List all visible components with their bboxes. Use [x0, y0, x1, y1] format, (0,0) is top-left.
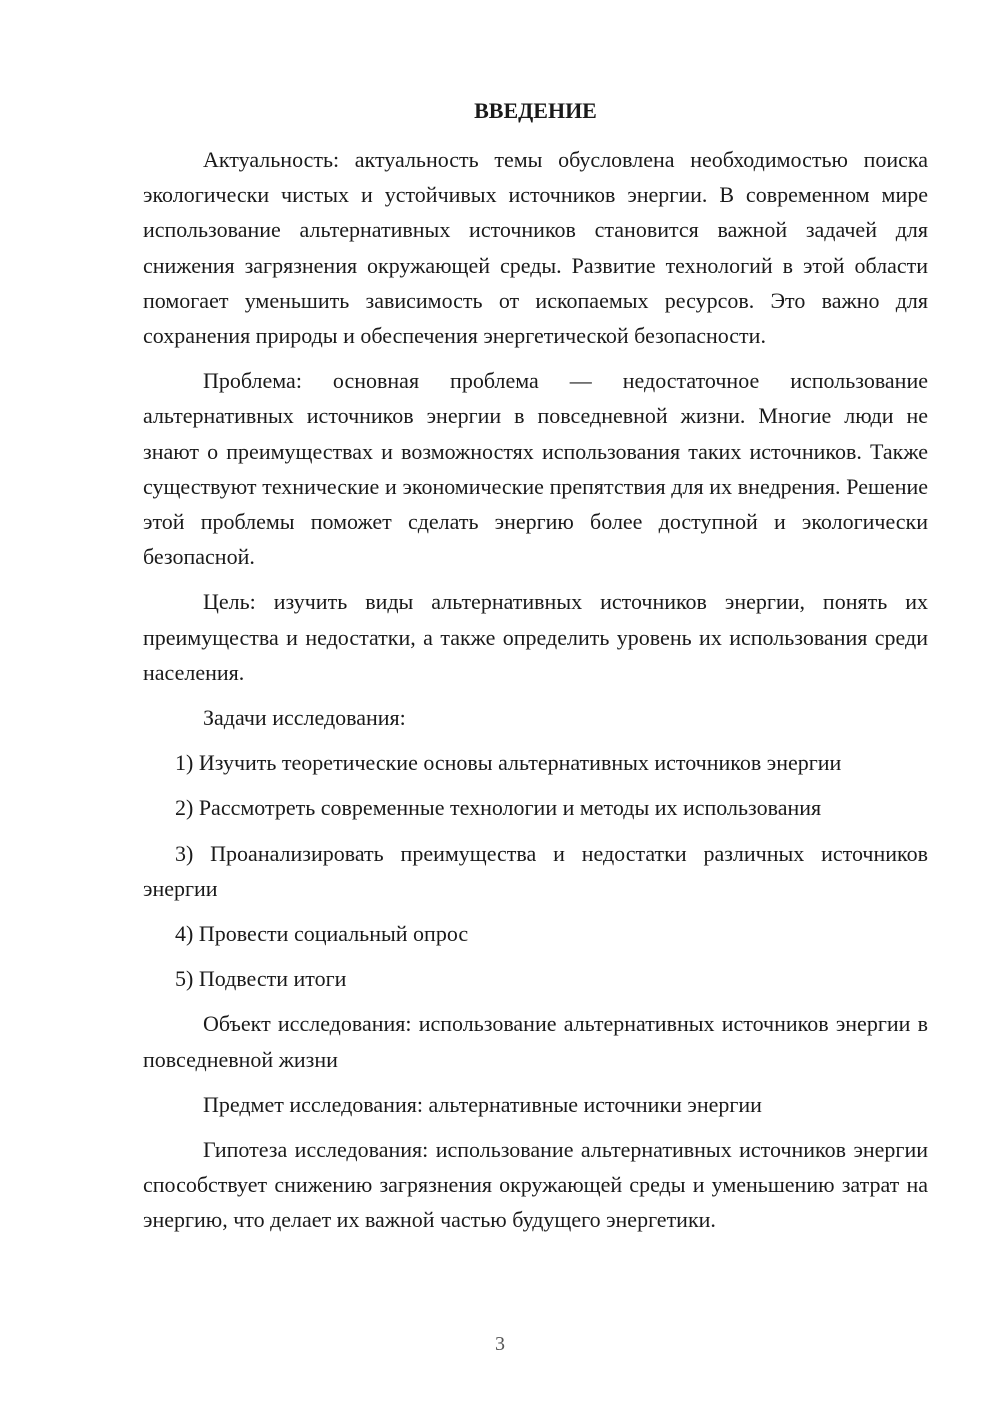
- problem-paragraph: Проблема: основная проблема — недостаточное использование альтернативных источников энергии в повседневной жизни. Многие люди не знают о преимуществах и возможностях использования таких источников. Также существуют технические и экономические препятствия для их внедрения. Решение этой проблемы поможет сделать энергию более доступной и экологически безопасной.: [143, 368, 928, 570]
- tasks-heading: Задачи исследования:: [203, 705, 406, 731]
- relevance-paragraph: Актуальность: актуальность темы обусловлена необходимостью поиска экологически чистых и устойчивых источников энергии. В современном мире использование альтернативных источников становится важной задачей для снижения загрязнения окружающей среды. Развитие технологий в этой области помогает уменьшить зависимость от ископаемых ресурсов. Это важно для сохранения природы и обеспечения энергетической безопасности.: [143, 147, 928, 349]
- object-paragraph: Объект исследования: использование альтернативных источников энергии в повседневной жизни: [143, 1011, 928, 1072]
- document-page: [143, 93, 928, 1248]
- page-number: 3: [495, 1333, 505, 1355]
- task-item-3: 3) Проанализировать преимущества и недостатки различных источников энергии: [143, 840, 928, 901]
- task-item-2: 2) Рассмотреть современные технологии и методы их использования: [175, 795, 822, 821]
- task-item-4: 4) Провести социальный опрос: [175, 921, 469, 947]
- subject-paragraph: Предмет исследования: альтернативные источники энергии: [203, 1091, 762, 1117]
- page-title: ВВЕДЕНИЕ: [474, 98, 597, 123]
- hypothesis-paragraph: Гипотеза исследования: использование альтернативных источников энергии способствует снижению загрязнения окружающей среды и уменьшению затрат на энергию, что делает их важной частью будущего энергетики.: [143, 1137, 928, 1233]
- task-item-5: 5) Подвести итоги: [175, 966, 347, 992]
- goal-paragraph: Цель: изучить виды альтернативных источников энергии, понять их преимущества и недостатки, а также определить уровень их использования среди населения.: [143, 589, 928, 685]
- task-item-1: 1) Изучить теоретические основы альтернативных источников энергии: [175, 750, 842, 776]
